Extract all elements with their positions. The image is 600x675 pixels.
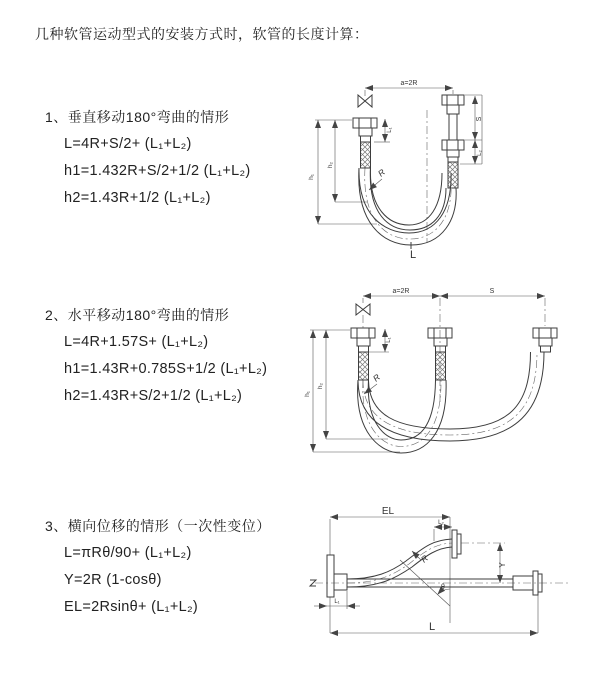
section-2-formula-h1: h1=1.43R+0.785S+1/2 (L₁+L₂): [64, 361, 268, 377]
dim-label-h1: h₁: [304, 391, 311, 397]
section-1-formula-L: L=4R+S/2+ (L₁+L₂): [64, 136, 192, 152]
dim-label-el: EL: [381, 506, 395, 517]
dim-label-h2: h₂: [317, 382, 324, 390]
diagram-3-labels: [334, 506, 507, 633]
dim-label-l2: L₂: [438, 520, 444, 526]
angle-label: θ: [441, 584, 445, 591]
centerlines: [363, 298, 545, 447]
dim-label-s: S: [476, 116, 483, 122]
dim-label-l1: L₁: [386, 337, 392, 343]
section-2-heading: 2、水平移动180°弯曲的情形: [45, 307, 230, 323]
radius-label: R: [418, 552, 430, 565]
section-3-heading: 3、横向位移的情形（一次性变位）: [45, 518, 271, 534]
hose-and-fittings: [353, 95, 464, 249]
section-2-formula-h2: h2=1.43R+S/2+1/2 (L₁+L₂): [64, 388, 243, 404]
section-lateral-displacement: [45, 513, 271, 621]
dim-label-y: Y: [498, 562, 507, 568]
dim-label-h1: h₁: [308, 174, 315, 180]
valve-icon: [356, 304, 370, 315]
dim-label-l2: L₂: [477, 150, 483, 156]
dim-label-a2r: a=2R: [400, 80, 418, 87]
dim-label-l1: L₁: [334, 599, 340, 605]
section-3-formula-L: L=πRθ/90+ (L₁+L₂): [64, 545, 192, 561]
length-label: L: [428, 621, 436, 633]
section-1-formula-h2: h2=1.43R+1/2 (L₁+L₂): [64, 190, 211, 206]
section-2-formula-L: L=4R+1.57S+ (L₁+L₂): [64, 334, 209, 350]
length-label: L: [409, 249, 417, 261]
diagram-horizontal-180-bend: [300, 282, 600, 462]
radius-label: R: [375, 166, 387, 179]
radius-label: R: [370, 371, 382, 384]
hose-and-fittings: [351, 304, 557, 453]
dimension-lines: [315, 88, 482, 224]
section-vertical-movement: [45, 104, 251, 212]
diagram-vertical-180-bend: [305, 72, 590, 262]
diagram-lateral-displacement: [300, 503, 600, 663]
dimension-lines: [310, 296, 545, 452]
valve-icon: [358, 95, 372, 107]
diagram-2-labels: [304, 288, 495, 397]
section-3-formula-EL: EL=2Rsinθ+ (L₁+L₂): [64, 599, 199, 615]
section-horizontal-movement: [45, 302, 267, 410]
dim-label-s: S: [489, 288, 495, 295]
page-title: 几种软管运动型式的安装方式时，软管的长度计算：: [35, 26, 369, 42]
section-1-heading: 1、垂直移动180°弯曲的情形: [45, 109, 230, 125]
dimension-lines: [314, 517, 538, 633]
dim-label-a2r: a=2R: [392, 288, 410, 295]
dim-label-l1: L₁: [387, 127, 393, 133]
section-1-formula-h1: h1=1.432R+S/2+1/2 (L₁+L₂): [64, 163, 251, 179]
section-3-formula-Y: Y=2R (1-cosθ): [64, 572, 162, 588]
dim-label-h2: h₂: [327, 161, 334, 169]
